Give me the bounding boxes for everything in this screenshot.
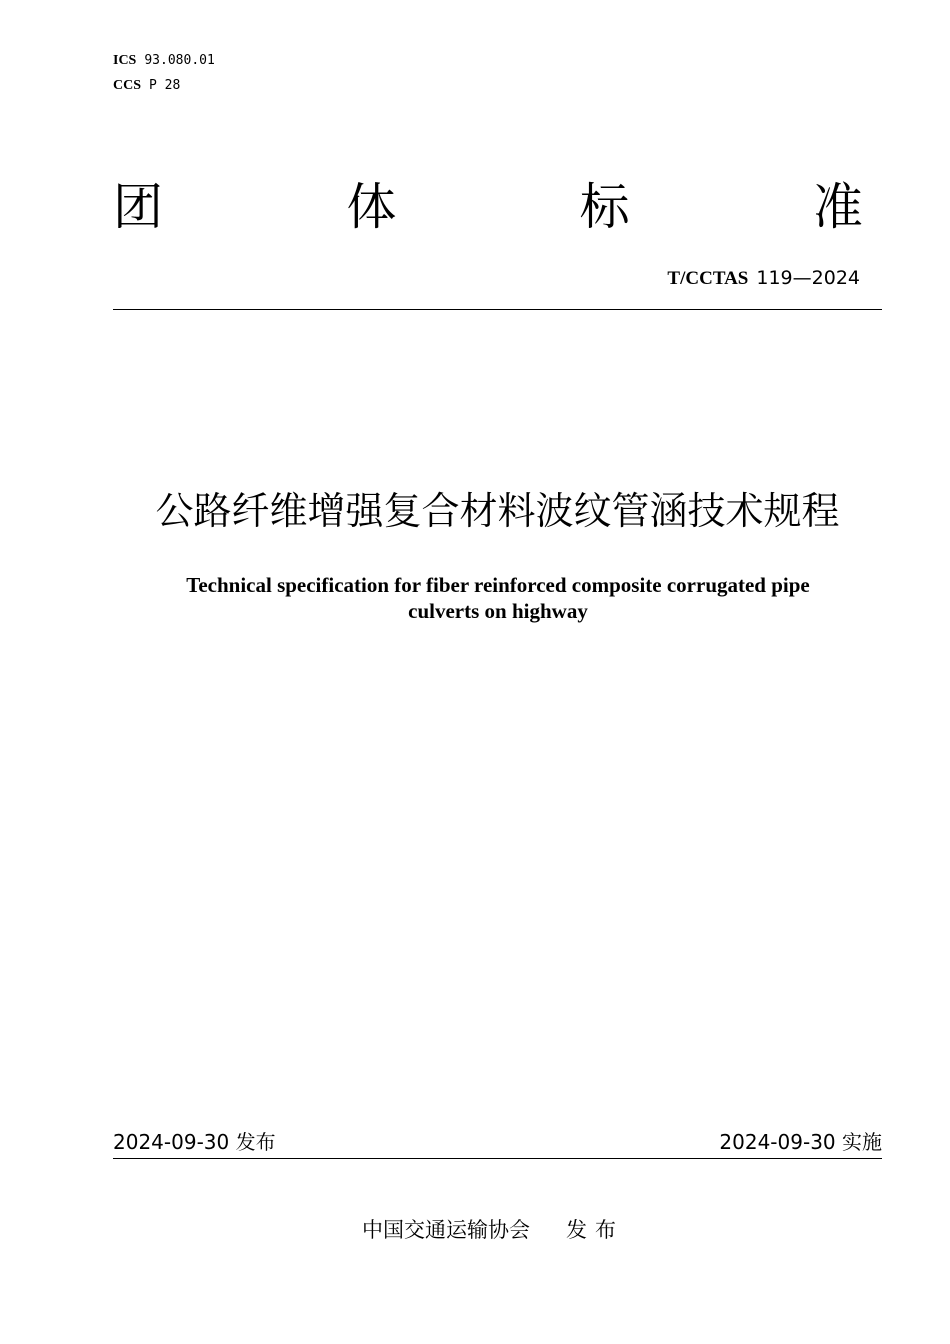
document-title-en [60,572,936,624]
ccs-label: CCS [113,78,142,93]
standard-number-prefix: T/CCTAS [667,268,749,289]
publisher-name: 中国交通运输协会 [362,1218,530,1242]
ccs-classification [113,76,180,95]
standard-type-char: 体 [346,178,397,236]
document-title-en-line2: culverts on highway [408,599,588,623]
standard-number [667,266,860,291]
publisher-action: 发布 [566,1218,624,1242]
implement-date: 2024-09-30 实施 [719,1130,882,1154]
standard-type-char: 准 [812,178,863,236]
footer-divider [113,1158,882,1159]
standard-type-heading [113,172,863,242]
document-title-en-line1: Technical specification for fiber reinforced composite corrugated pipe [186,573,810,597]
ics-value: 93.080.01 [144,53,215,68]
standard-type-char: 团 [113,178,163,236]
ccs-value: P 28 [149,78,181,93]
standard-type-char: 标 [579,178,630,236]
publish-date: 2024-09-30 发布 [113,1130,276,1154]
document-title-zh: 公路纤维增强复合材料波纹管涵技术规程 [155,489,840,533]
ics-classification [113,51,215,70]
ics-label: ICS [113,53,137,68]
publisher-line [362,1215,624,1245]
header-divider [113,309,882,310]
standard-number-code: 119—2024 [756,267,860,289]
